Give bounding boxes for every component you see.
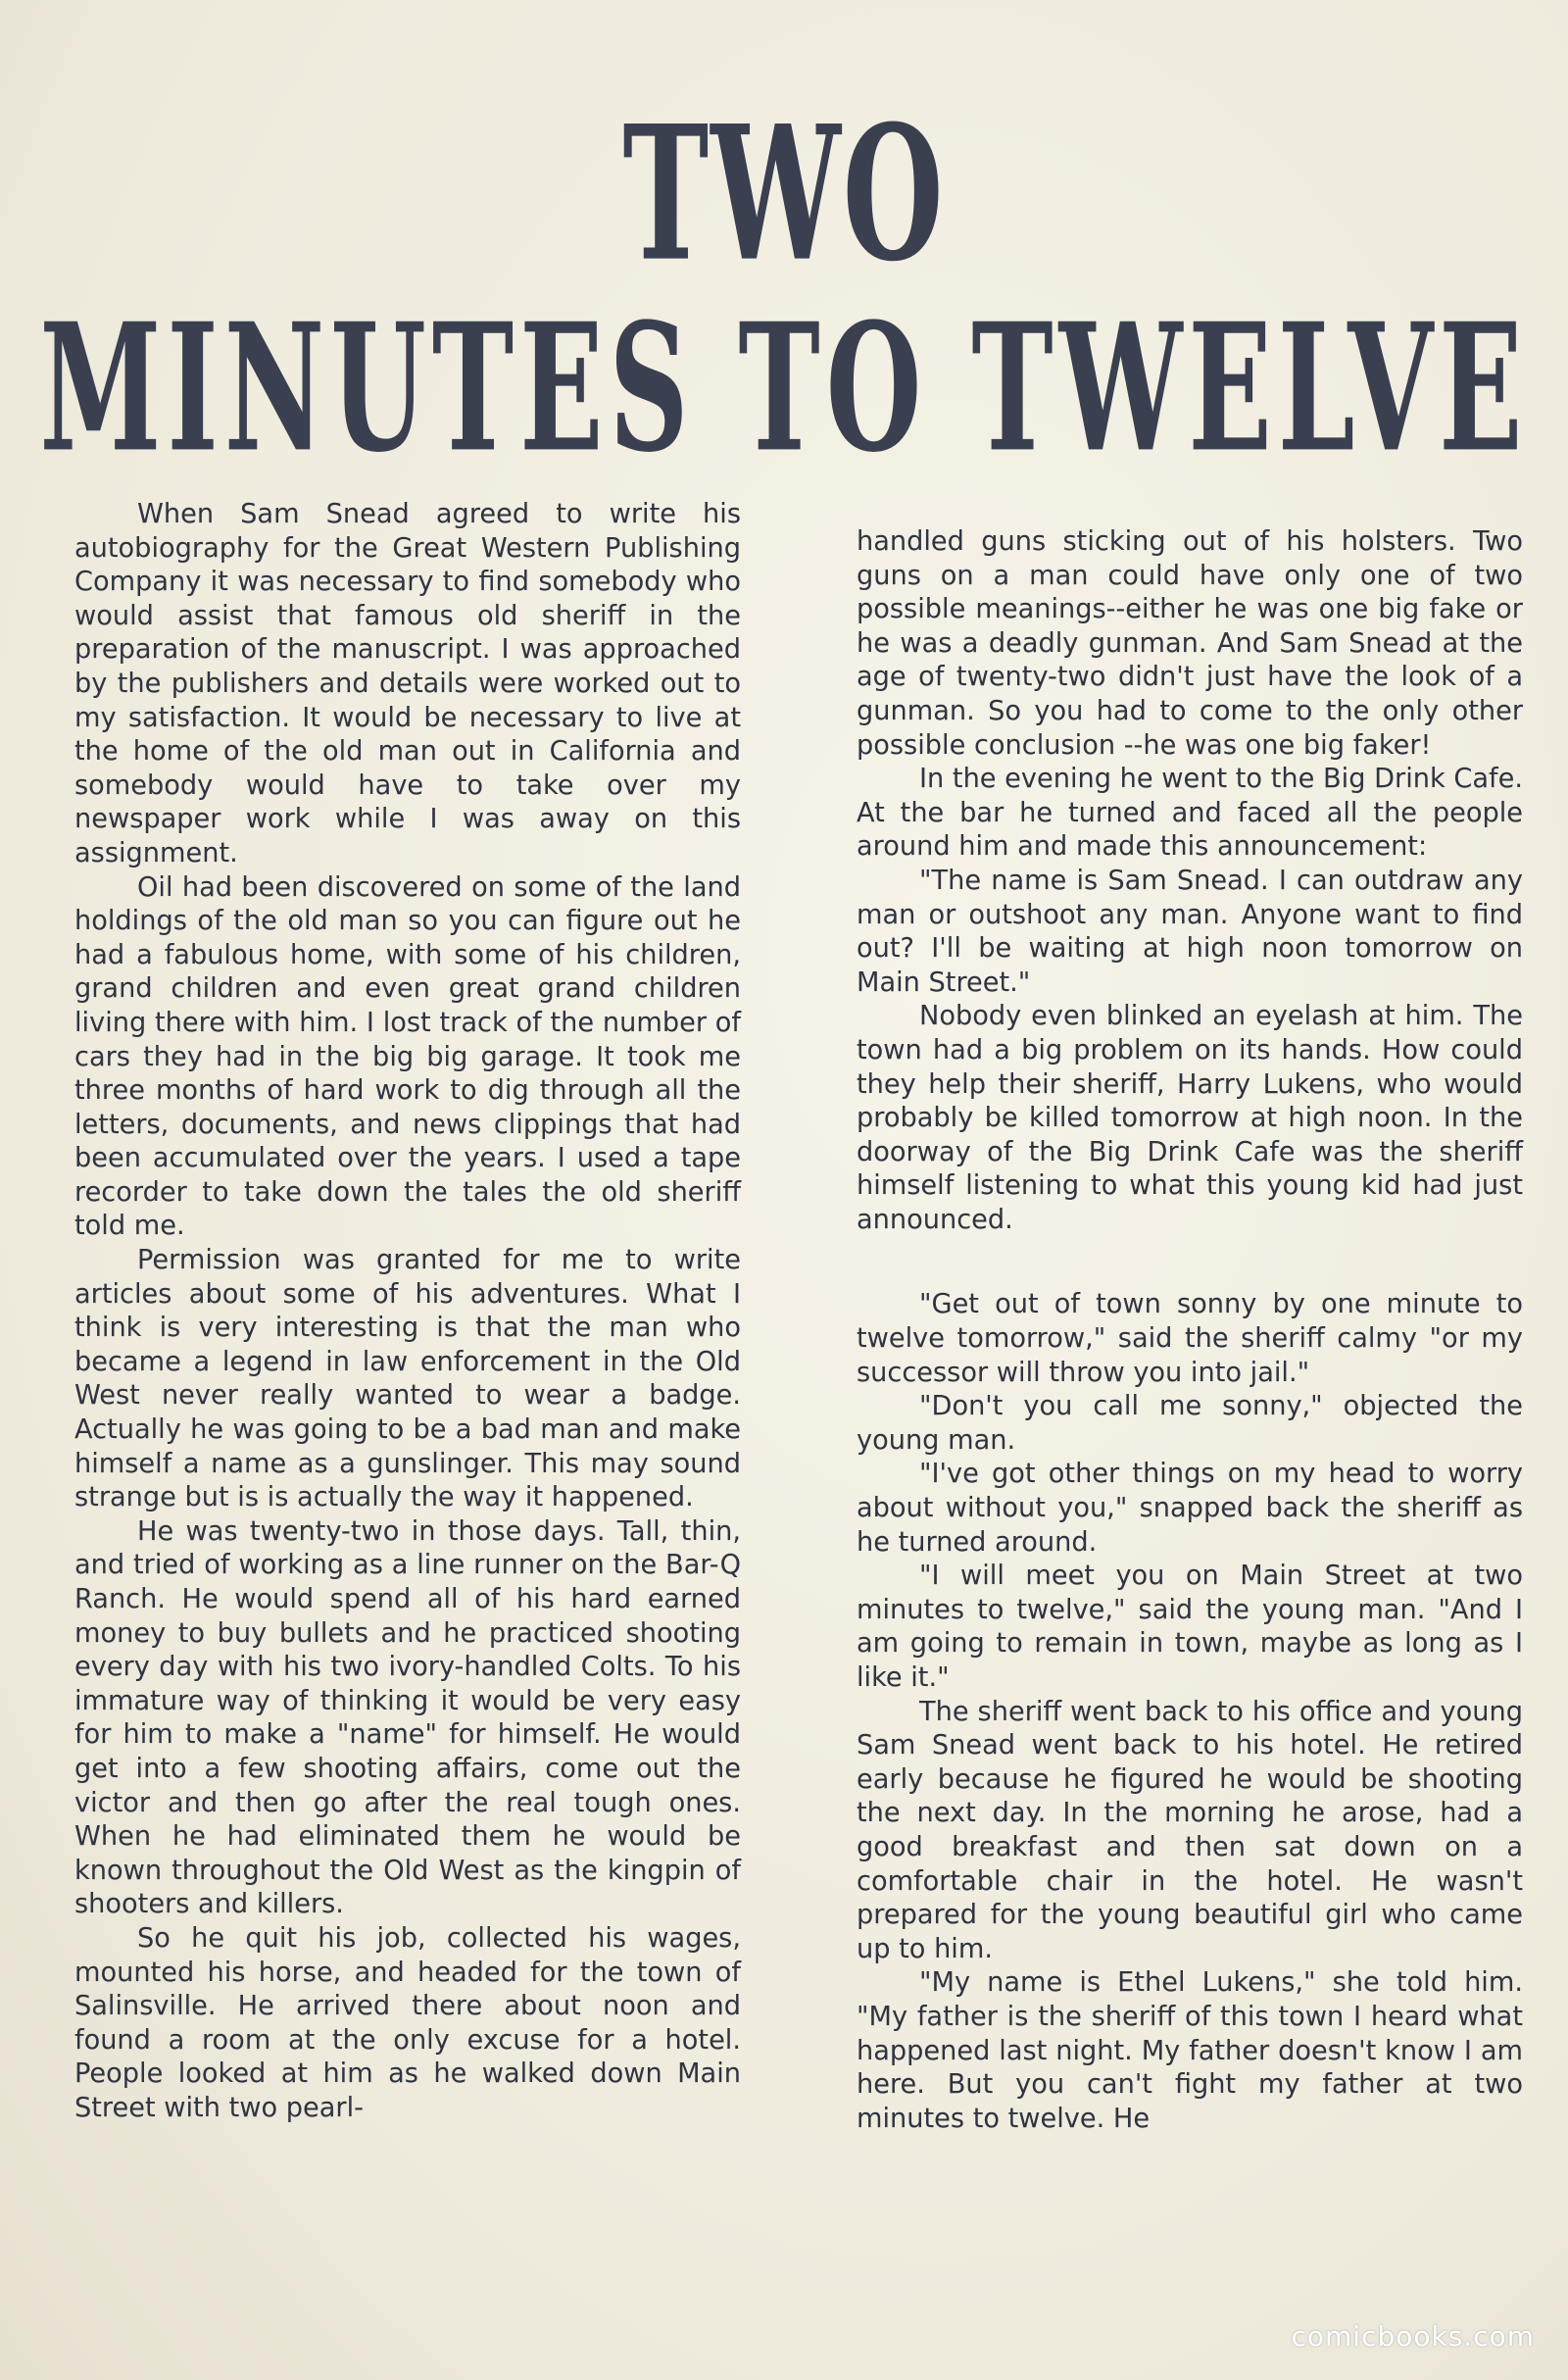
paragraph: In the evening he went to the Big Drink Cafe. At the bar he turned and faced all the people around him and made this announcement:: [857, 764, 1523, 863]
paragraph: handled guns sticking out of his holsters. Two guns on a man could have only one of two possible meanings--either he was one big fake or he was a deadly gunman. And Sam Snead at the age of twenty-two didn't just have the look of a gunman. So you had to come to the only other possible conclusion --he was one big faker!: [857, 526, 1523, 761]
paragraph: "Get out of town sonny by one minute to twelve tomorrow," said the sheriff calmy "or my successor will throw you into jail.": [857, 1289, 1523, 1388]
paragraph: Oil had been discovered on some of the land holdings of the old man so you can figure out he had a fabulous home, with some of his children, grand children and even great grand children living there with him. I lost track of the number of cars they had in the big big garage. It took me three months of hard work to dig through all the letters, documents, and news clippings that had been accumulated over the years. I used a tape recorder to take down the tales the old sheriff told me.: [74, 871, 741, 1242]
paragraph: "Don't you call me sonny," objected the young man.: [857, 1391, 1523, 1456]
title-line-1: TWO: [622, 84, 946, 303]
paragraph: "My name is Ethel Lukens," she told him. "My father is the sheriff of this town I heard what happened last night. My father doesn't know I am here. But you can't fight my father at two minutes to twelve. He: [857, 1967, 1523, 2134]
paragraph: Permission was granted for me to write articles about some of his adventures. What I think is very interesting is that the man who became a legend in law enforcement in the Old West never really wanted to wear a badge. Actually he was going to be a bad man and make himself a name as a gunslinger. This may sound strange but is is actually the way it happened.: [74, 1245, 741, 1513]
paragraph: "I've got other things on my head to worry about without you," snapped back the sheriff as he turned around.: [857, 1459, 1523, 1558]
paragraph: Nobody even blinked an eyelash at him. The town had a big problem on its hands. How could they help their sheriff, Harry Lukens, who would probably be killed tomorrow at high noon. In the doorway of the Big Drink Cafe was the sheriff himself listening to what this young kid had just announced.: [857, 1001, 1523, 1235]
right-column: [857, 525, 1523, 2136]
paragraph: "I will meet you on Main Street at two minutes to twelve," said the young man. "And I am going to remain in town, maybe as long as I like it.": [857, 1561, 1523, 1693]
left-column: [74, 498, 741, 2126]
section-gap: [857, 1237, 1523, 1288]
title-line-2: MINUTES TO TWELVE: [39, 286, 1529, 492]
paragraph: So he quit his job, collected his wages, mounted his horse, and headed for the town of Salinsville. He arrived there about noon and found a room at the only excuse for a hotel. People looked at him as he walked down Main Street with two pearl-: [74, 1922, 741, 2123]
paragraph: He was twenty-two in those days. Tall, thin, and tried of working as a line runner on the Bar-Q Ranch. He would spend all of his hard earned money to buy bullets and he practiced shooting every day with his two ivory-handled Colts. To his immature way of thinking it would be very easy for him to make a "name" for himself. He would get into a few shooting affairs, come out the victor and then go after the real tough ones. When he had eliminated them he would be known throughout the Old West as the kingpin of shooters and killers.: [74, 1515, 741, 1920]
paragraph: The sheriff went back to his office and young Sam Snead went back to his hotel. He retired early because he figured he would be shooting the next day. In the morning he arose, had a good breakfast and then sat down on a comfortable chair in the hotel. He wasn't prepared for the young beautiful girl who came up to him.: [857, 1696, 1523, 1964]
paragraph: When Sam Snead agreed to write his autobiography for the Great Western Publishing Company it was necessary to find somebody who would assist that famous old sheriff in the preparation of the manuscript. I was approached by the publishers and details were worked out to my satisfaction. It would be necessary to live at the home of the old man out in California and somebody would have to take over my newspaper work while I was away on this assignment.: [74, 499, 741, 868]
site-watermark: comicbooks.com: [1291, 2320, 1535, 2353]
paragraph: "The name is Sam Snead. I can outdraw any man or outshoot any man. Anyone want to find out? I'll be waiting at high noon tomorrow on Main Street.": [857, 865, 1523, 998]
